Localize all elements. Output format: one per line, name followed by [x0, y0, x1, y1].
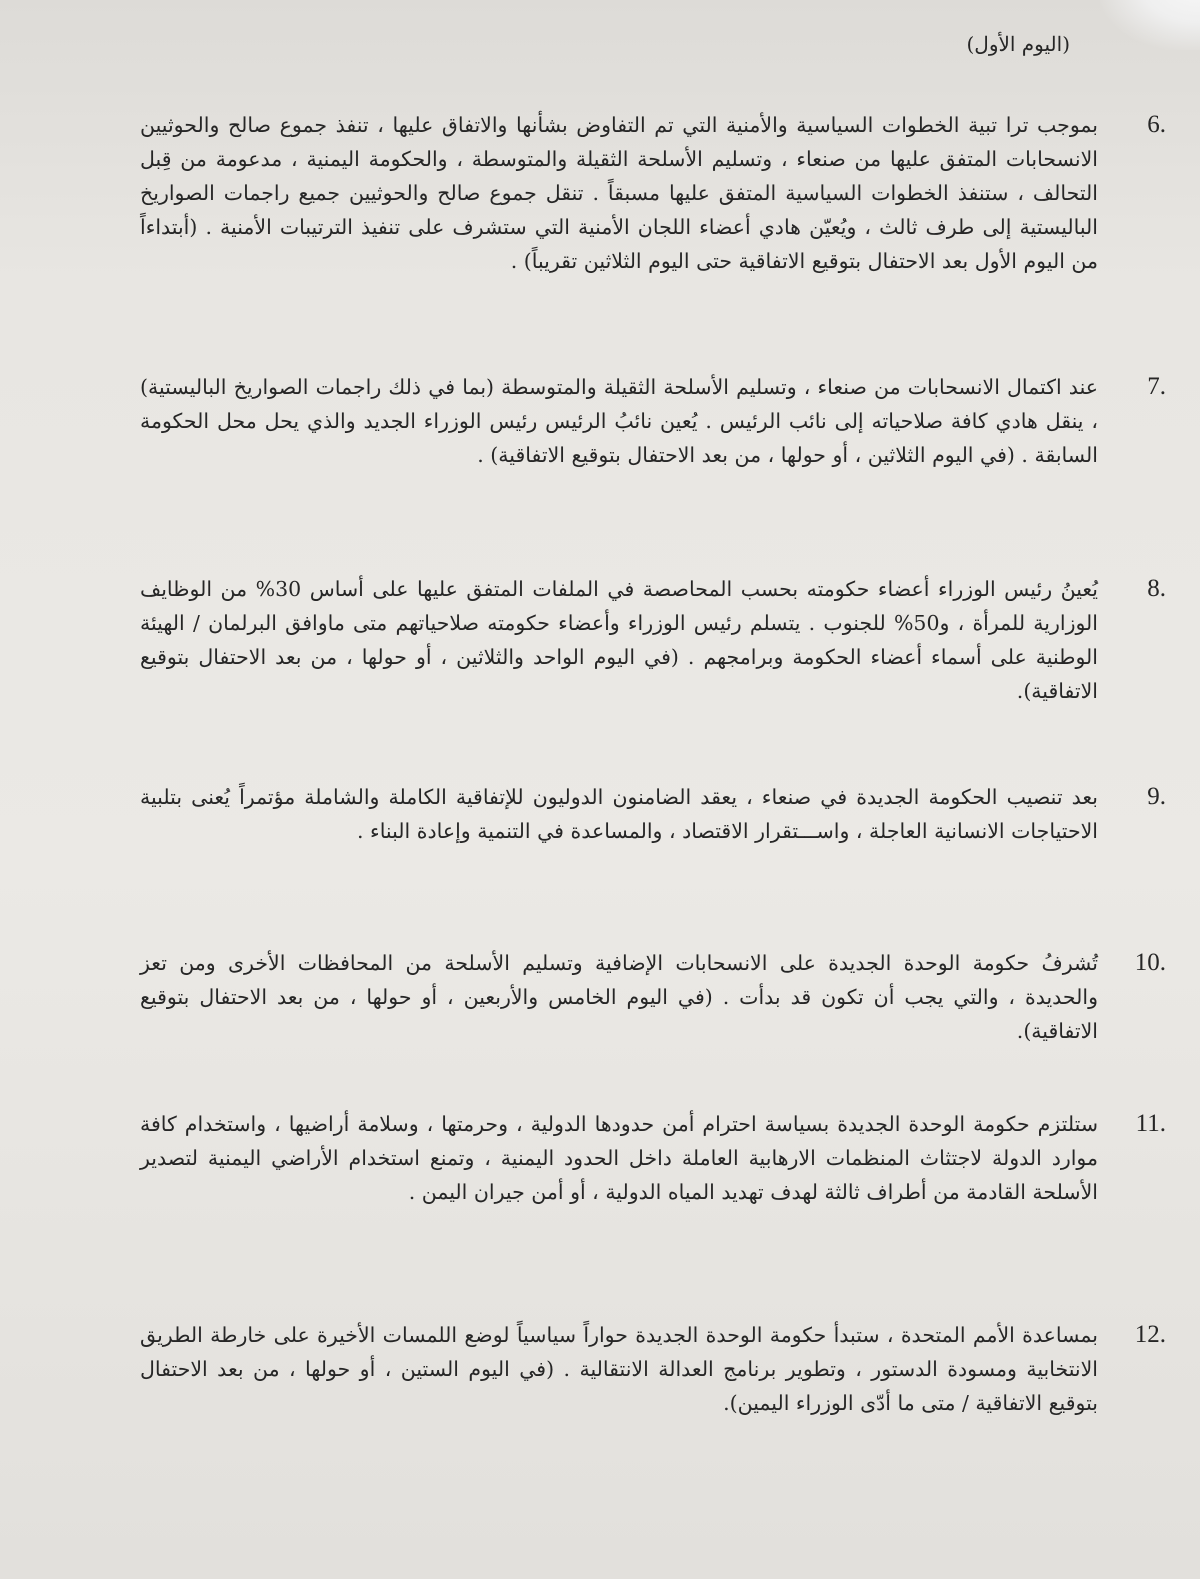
page-header: (اليوم الأول) — [966, 32, 1070, 56]
item-number: 10. — [1134, 949, 1166, 976]
item-number: 12. — [1134, 1321, 1166, 1348]
item-text: بعد تنصيب الحكومة الجديدة في صنعاء ، يعقد الضامنون الدوليون للإتفاقية الكاملة والشاملة مؤتمراً يُعنى بتلبية الاحتياجات الانسانية العاجلة ، واســـتقرار الاقتصاد ، والمساعدة في التنمية وإعادة البناء . — [140, 785, 1098, 843]
item-number: 6. — [1147, 111, 1166, 138]
item-number: 8. — [1147, 575, 1166, 602]
item-text: عند اكتمال الانسحابات من صنعاء ، وتسليم الأسلحة الثقيلة والمتوسطة (بما في ذلك راجمات الصواريخ الباليستية) ، ينقل هادي كافة صلاحياته إلى نائب الرئيس . يُعين نائبُ الرئيس رئيس الوزراء الجديد والذي يحل محل الحكومة السابقة . (في اليوم الثلاثين ، أو حولها ، من بعد الاحتفال بتوقيع الاتفاقية) . — [140, 375, 1098, 467]
item-number: 7. — [1147, 373, 1166, 400]
item-text: بموجب ترا تبية الخطوات السياسية والأمنية التي تم التفاوض بشأنها والاتفاق عليها ، تنفذ جموع صالح والحوثيين الانسحابات المتفق عليها من صنعاء ، وتسليم الأسلحة الثقيلة والمتوسطة ، والحكومة اليمنية ، مدعومة من قِبل التحالف ، ستنفذ الخطوات السياسية المتفق عليها مسبقاً . تنقل جموع صالح والحوثيين جميع راجمات الصواريخ الباليستية إلى طرف ثالث ، ويُعيّن هادي أعضاء اللجان الأمنية التي ستشرف على تنفيذ الترتيبات الأمنية . (أبتداءاً من اليوم الأول بعد الاحتفال بتوقيع الاتفاقية حتى اليوم الثلاثين تقريباً) . — [140, 113, 1098, 273]
item-number: 11. — [1135, 1110, 1166, 1137]
item-text: تُشرفُ حكومة الوحدة الجديدة على الانسحابات الإضافية وتسليم الأسلحة من المحافظات الأخرى ومن تعز والحديدة ، والتي يجب أن تكون قد بدأت . (في اليوم الخامس والأربعين ، أو حولها ، من بعد الاحتفال بتوقيع الاتفاقية). — [140, 951, 1098, 1043]
item-text: بمساعدة الأمم المتحدة ، ستبدأ حكومة الوحدة الجديدة حواراً سياسياً لوضع اللمسات الأخيرة على خارطة الطريق الانتخابية ومسودة الدستور ، وتطوير برنامج العدالة الانتقالية . (في اليوم الستين ، أو حولها ، من بعد الاحتفال بتوقيع الاتفاقية / متى ما أدّى الوزراء اليمين). — [140, 1323, 1098, 1415]
page-corner-shadow — [1100, 0, 1200, 50]
item-text: ستلتزم حكومة الوحدة الجديدة بسياسة احترام أمن حدودها الدولية ، وحرمتها ، وسلامة أراضيها ، واستخدام كافة موارد الدولة لاجتثاث المنظمات الارهابية العاملة داخل الحدود اليمنية ، وتمنع استخدام الأراضي اليمنية لتصدير الأسلحة القادمة من أطراف ثالثة لهدف تهديد المياه الدولية ، أو أمن جيران اليمن . — [140, 1112, 1098, 1204]
item-number: 9. — [1147, 783, 1166, 810]
item-text: يُعينُ رئيس الوزراء أعضاء حكومته بحسب المحاصصة في الملفات المتفق عليها على أساس 30% من الوظايف الوزارية للمرأة ، و50% للجنوب . يتسلم رئيس الوزراء وأعضاء حكومته صلاحياتهم متى ماوافق البرلمان / الهيئة الوطنية على أسماء أعضاء الحكومة وبرامجهم . (في اليوم الواحد والثلاثين ، أو حولها ، من بعد الاحتفال بتوقيع الاتفاقية). — [140, 577, 1098, 703]
